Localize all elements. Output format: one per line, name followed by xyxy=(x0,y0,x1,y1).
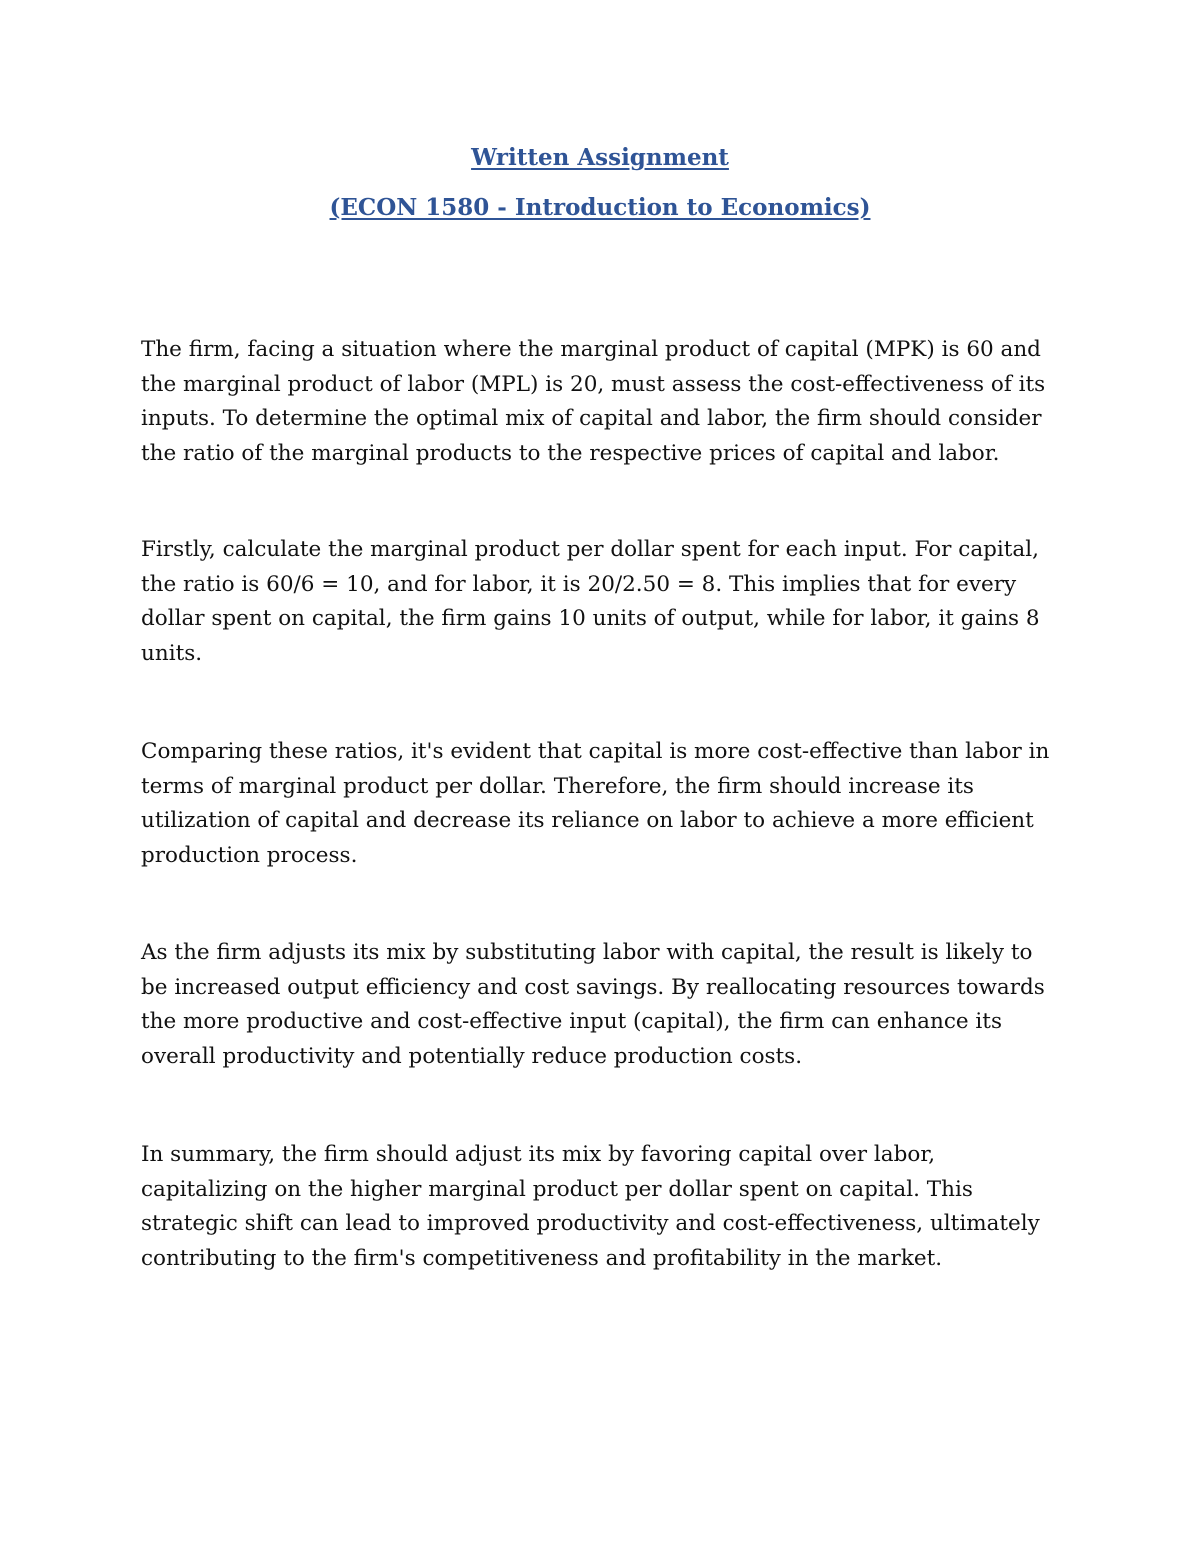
paragraph-line: the ratio is 60/6 = 10, and for labor, it is 20/2.50 = 8. This implies that for every xyxy=(141,571,1017,597)
paragraph-line: the more productive and cost-effective input (capital), the firm can enhance its xyxy=(141,1009,1002,1034)
paragraph-line: production process. xyxy=(141,842,358,868)
document-title: Written Assignment xyxy=(471,144,729,171)
paragraph-line: the marginal product of labor (MPL) is 20, must assess the cost-effectiveness of its xyxy=(141,371,1046,397)
paragraph-line: overall productivity and potentially reduce production costs. xyxy=(141,1043,803,1069)
paragraph-line: As the firm adjusts its mix by substituting labor with capital, the result is likely to xyxy=(141,940,1033,965)
paragraph-line: be increased output efficiency and cost savings. By reallocating resources towards xyxy=(141,974,1045,1000)
paragraph-adjustment xyxy=(141,936,1081,1074)
paragraph-line: dollar spent on capital, the firm gains 10 units of output, while for labor, it gains 8 xyxy=(141,606,1040,631)
paragraph-line: Comparing these ratios, it's evident that capital is more cost-effective than labor in xyxy=(141,739,1050,764)
paragraph-line: capitalizing on the higher marginal product per dollar spent on capital. This xyxy=(141,1176,973,1202)
paragraph-line: strategic shift can lead to improved productivity and cost-effectiveness, ultimately xyxy=(141,1211,1040,1236)
document-subtitle: (ECON 1580 - Introduction to Economics) xyxy=(329,194,871,221)
paragraph-line: units. xyxy=(141,640,203,666)
paragraph-line: contributing to the firm's competitiveness and profitability in the market. xyxy=(141,1245,943,1271)
paragraph-intro xyxy=(141,333,1081,471)
paragraph-line: the ratio of the marginal products to the respective prices of capital and labor. xyxy=(141,440,1000,466)
paragraph-line: The firm, facing a situation where the marginal product of capital (MPK) is 60 and xyxy=(141,337,1041,362)
paragraph-line: terms of marginal product per dollar. Therefore, the firm should increase its xyxy=(141,773,974,799)
paragraph-line: utilization of capital and decrease its reliance on labor to achieve a more efficient xyxy=(141,808,1034,833)
paragraph-line: Firstly, calculate the marginal product per dollar spent for each input. For capital, xyxy=(141,537,1039,562)
paragraph-line: inputs. To determine the optimal mix of capital and labor, the firm should consider xyxy=(141,406,1042,431)
paragraph-summary xyxy=(141,1138,1081,1276)
paragraph-calculation xyxy=(141,533,1081,671)
paragraph-comparison xyxy=(141,735,1081,873)
paragraph-line: In summary, the firm should adjust its mix by favoring capital over labor, xyxy=(141,1142,936,1167)
